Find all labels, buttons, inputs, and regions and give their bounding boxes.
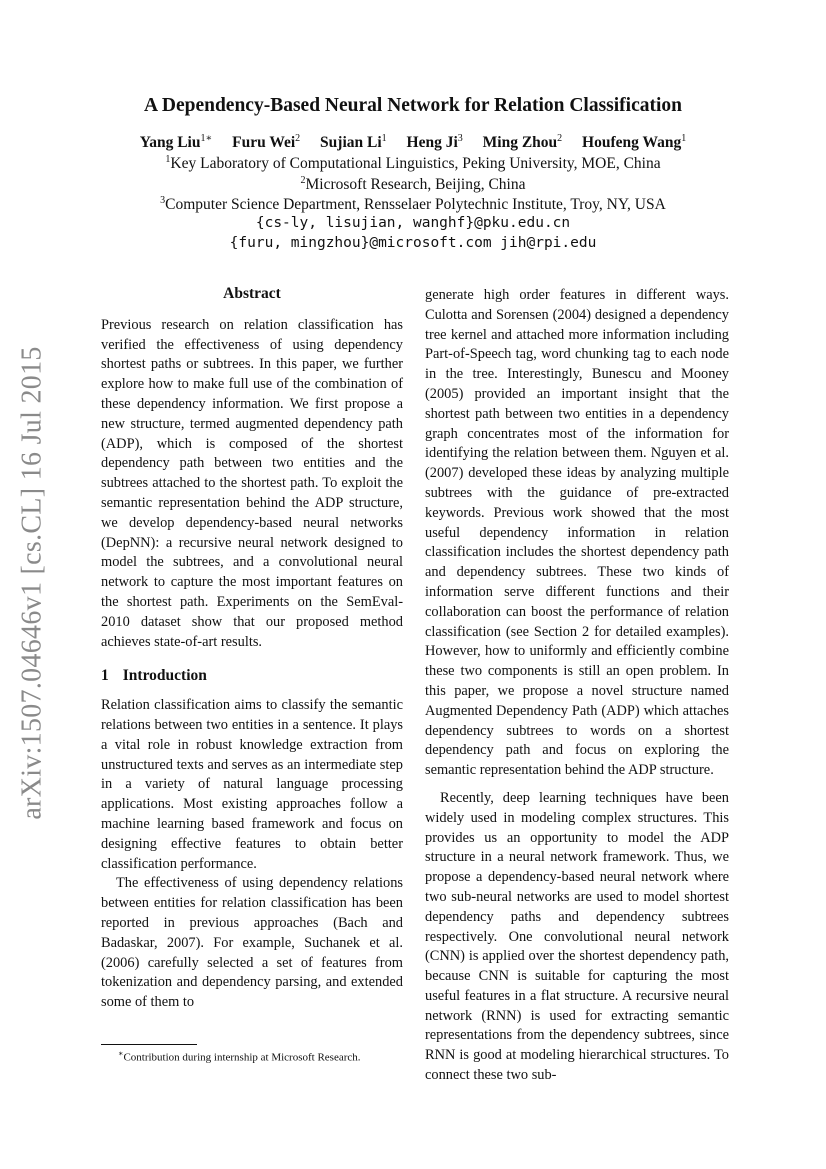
footnote-text: Contribution during internship at Microsoft Research. <box>123 1051 361 1064</box>
body-paragraph: Relation classification aims to classify the semantic relations between two entities in a sentence. It plays a vital role in robust knowledge extraction from unstructured texts and serves as an intermediate step in a variety of natural language processing applications. Most existing approaches follow a machine learning based framework and focus on designing effective features to obtain better classification performance. <box>101 697 403 872</box>
email-line: {furu, mingzhou}@microsoft.com jih@rpi.edu <box>229 235 597 251</box>
abstract-heading: Abstract <box>223 285 281 302</box>
author-affiliation-mark: 2 <box>295 133 301 144</box>
author <box>140 134 213 151</box>
author-name: Ming Zhou <box>482 134 558 152</box>
abstract-text: Previous research on relation classification has verified the effectiveness of using dependency shortest paths or subtrees. In this paper, we further explore how to make full use of the combination of these dependency information. We first propose a new structure, termed augmented dependency path (ADP), which is composed of the shortest dependency path between two entities and the subtrees attached to the shortest path. To exploit the semantic representation behind the ADP structure, we develop dependency-based neural networks (DepNN): a recursive neural network designed to model the subtrees, and a convolutional neural network to capture the most important features on the shortest path. Experiments on the SemEval-2010 dataset show that our proposed method achieves state-of-art results. <box>101 316 403 650</box>
affiliation-text: Key Laboratory of Computational Linguistics, Peking University, MOE, China <box>170 155 661 173</box>
affiliation-mark: 3 <box>160 195 166 206</box>
author-name: Furu Wei <box>232 134 296 152</box>
author-name: Sujian Li <box>320 134 382 152</box>
author <box>483 134 563 151</box>
body-paragraph: generate high order features in different ways. Culotta and Sorensen (2004) designed a dependency tree kernel and attached more information including Part-of-Speech tag, word chunking tag to each node in the tree. Interestingly, Bunescu and Mooney (2005) provided an important insight that the shortest path between two entities in a dependency graph concentrates most of the information for identifying the relation between them. Nguyen et al. (2007) developed these ideas by analyzing multiple subtrees with the guidance of pre-extracted keywords. Previous work showed that the most useful dependency information in relation classification includes the shortest dependency path and dependency subtrees. These two kinds of information serve different functions and their collaboration can boost the performance of relation classification (see Section 2 for detailed examples). However, how to uniformly and efficiently combine these two components is still an open problem. In this paper, we propose a novel structure named Augmented Dependency Path (ADP) which attaches dependency subtrees to words on a shortest dependency path and focus on exploring the semantic representation behind the ADP structure. <box>425 287 729 779</box>
footnote <box>118 1049 361 1064</box>
right-column <box>425 286 729 1086</box>
section-title: Introduction <box>122 667 207 685</box>
author-name: Yang Liu <box>139 134 201 152</box>
footnote-rule <box>101 1044 197 1045</box>
affiliation-mark: 1 <box>165 154 171 165</box>
email-line: {cs-ly, lisujian, wanghf}@pku.edu.cn <box>255 215 571 231</box>
affiliation-text: Microsoft Research, Beijing, China <box>305 176 526 194</box>
affiliation <box>60 154 766 173</box>
footnote-marker: ∗ <box>118 1049 124 1058</box>
author-affiliation-mark: 2 <box>557 133 563 144</box>
left-column <box>101 284 403 1013</box>
author <box>232 134 300 151</box>
arxiv-identifier-text: arXiv:1507.04646v1 [cs.CL] 16 Jul 2015 <box>17 346 49 820</box>
affiliation-text: Computer Science Department, Rensselaer Polytechnic Institute, Troy, NY, USA <box>165 196 666 214</box>
author-name: Heng Ji <box>406 134 458 152</box>
body-paragraph: Recently, deep learning techniques have been widely used in modeling complex structures. This provides us an opportunity to model the ADP structure in a neural network framework. Thus, we propose a dependency-based neural network where two sub-neural networks are used to model shortest dependency paths and dependency subtrees respectively. One convolutional neural network (CNN) is applied over the shortest dependency path, because CNN is suitable for capturing the most useful features in a flat structure. A recursive neural network (RNN) is used for extracting semantic representations from the dependency subtrees, since RNN is good at modeling hierarchical structures. To connect these two sub- <box>425 789 729 1084</box>
author-name: Houfeng Wang <box>582 134 682 152</box>
author-affiliation-mark: 1 <box>381 133 387 144</box>
author-affiliation-mark: 1 <box>681 133 687 144</box>
arxiv-identifier-stamp <box>12 348 54 818</box>
author <box>582 134 686 151</box>
body-paragraph: The effectiveness of using dependency relations between entities for relation classification has been reported in previous approaches (Bach and Badaskar, 2007). For example, Suchanek et al. (2006) carefully selected a set of features from tokenization and dependency parsing, and extended some of them to <box>101 875 403 1011</box>
author-affiliation-mark: 1∗ <box>200 133 213 144</box>
author-affiliation-mark: 3 <box>457 133 463 144</box>
paper-title: A Dependency-Based Neural Network for Relation Classification <box>143 95 683 116</box>
affiliation <box>60 195 766 214</box>
author <box>407 134 463 151</box>
author <box>320 134 387 151</box>
section-number: 1 <box>101 667 109 685</box>
author-list <box>60 133 766 152</box>
affiliation-mark: 2 <box>300 175 306 186</box>
section-heading <box>101 666 403 686</box>
affiliation <box>60 175 766 194</box>
